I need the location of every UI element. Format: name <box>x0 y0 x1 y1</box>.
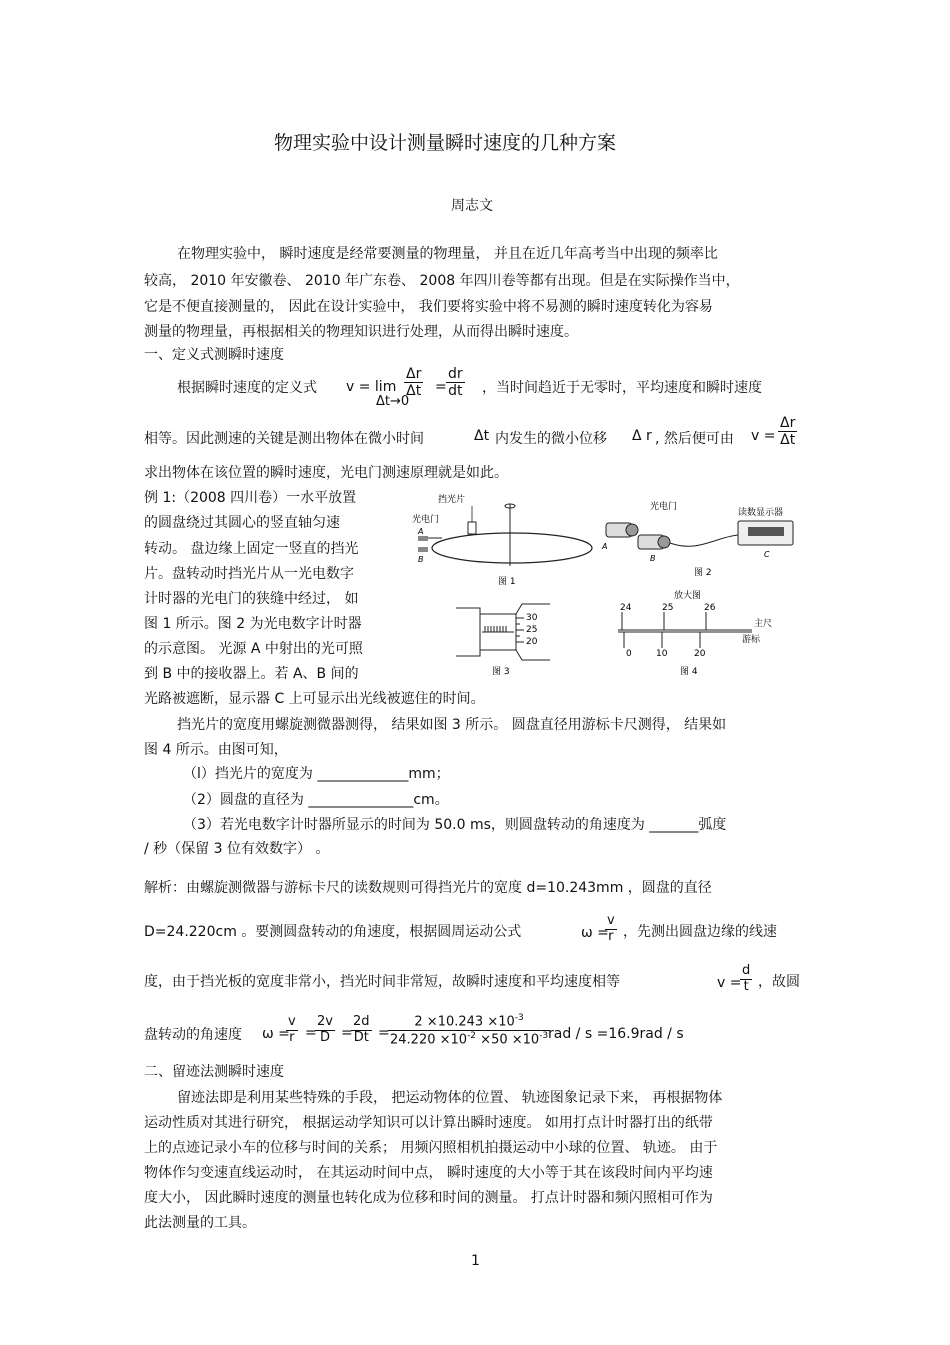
solution-frac-numeric: $\frac{2 \times 10.243 \times 10^{-3}}{24.220 \times 10^{-2} \times 50 \times 10^{-3}}$ <box>390 1013 549 1048</box>
author: 周志文 <box>451 198 493 214</box>
fig3-caption: 图 3 <box>492 667 510 677</box>
question-3-line-1: （3）若光电数字计时器所显示的时间为 50.0 ms，则圆盘转动的角速度为 _______弧度 <box>183 817 727 833</box>
fig3-tick-30: 30 <box>526 613 538 623</box>
example-line-1: 例 1:（2008 四川卷）一水平放置 <box>144 490 357 506</box>
example-line-5: 计时器的光电门的狭缝中经过， 如 <box>144 591 359 607</box>
solution-eq-3: = <box>378 1025 390 1041</box>
question-2: （2）圆盘的直径为 _______________cm。 <box>183 792 449 808</box>
para3-line-6: 此法测量的工具。 <box>144 1215 256 1231</box>
formula-fraction-1: $\frac{\Delta r}{\Delta t}$ <box>406 366 422 400</box>
figure-1 <box>412 492 597 588</box>
text-line-a-mid: 内发生的微小位移 <box>495 431 607 447</box>
fig4-vernier-label: 游标 <box>742 635 761 645</box>
fig2-c-label: C <box>764 550 770 559</box>
fig1-baffle-label: 挡光片 <box>438 495 466 505</box>
page-number: 1 <box>471 1253 480 1269</box>
question-1: （l）挡光片的宽度为 _____________mm； <box>183 766 450 782</box>
text-line-a: 相等。因此测速的关键是测出物体在微小时间 <box>144 431 424 447</box>
fig2-b-label: B <box>650 554 656 563</box>
solution-omega-2: ω = <box>262 1026 290 1042</box>
solution-v-fraction: $\frac{d}{t}$ <box>742 963 751 994</box>
fig4-zoom-label: 放大图 <box>674 591 702 601</box>
text-line-a-v: v = <box>751 428 776 444</box>
section-heading-2: 二、留迹法测瞬时速度 <box>144 1064 284 1080</box>
solution-frac-v-r: $\frac{v}{r}$ <box>288 1014 296 1045</box>
fig1-b-label: B <box>418 555 424 564</box>
fig4-vtick-20: 20 <box>694 649 706 659</box>
fig2-caption: 图 2 <box>694 568 712 578</box>
fig4-vtick-10: 10 <box>656 649 668 659</box>
intro-line-2: 较高， 2010 年安徽卷、 2010 年广东卷、 2008 年四川卷等都有出现。但是在实际操作当中， <box>144 273 740 289</box>
example-line-8: 到 B 中的接收器上。若 A、B 间的 <box>144 666 359 682</box>
fig4-tick-25: 25 <box>662 603 674 613</box>
formula-lim: v = lim <box>346 379 397 395</box>
intro-line-3: 它是不便直接测量的， 因此在设计实验中， 我们要将实验中将不易测的瞬时速度转化为容易 <box>144 299 713 315</box>
solution-frac-2v-d: $\frac{2v}{D}$ <box>317 1014 333 1045</box>
formula-lim-sub: Δt→0 <box>376 394 410 409</box>
formula-fraction-2: $\frac{dr}{dt}$ <box>448 366 463 400</box>
para3-line-2: 运动性质对其进行研究， 根据运动学知识可以计算出瞬时速度。 如用打点计时器打出的纸带 <box>144 1115 713 1131</box>
text-line-a-dr: Δ r <box>632 428 652 444</box>
example-line-2: 的圆盘绕过其圆心的竖直轴匀速 <box>144 515 340 531</box>
para2-line-2: 图 4 所示。由图可知， <box>144 742 288 758</box>
fig1-caption: 图 1 <box>498 577 516 587</box>
para3-line-3: 上的点迹记录小车的位移与时间的关系； 用频闪照相机拍摄运动中小球的位置、 轨迹。 由于 <box>144 1140 718 1156</box>
example-line-6: 图 1 所示。图 2 为光电数字计时器 <box>144 616 362 632</box>
para3-line-1: 留迹法即是利用某些特殊的手段， 把运动物体的位置、 轨迹图象记录下来， 再根据物体 <box>177 1090 723 1106</box>
text-line-a-fraction: $\frac{\Delta r}{\Delta t}$ <box>780 415 796 449</box>
question-3-line-2: / 秒（保留 3 位有效数字） 。 <box>144 841 330 857</box>
solution-line-1: 解析：由螺旋测微器与游标卡尺的读数规则可得挡光片的宽度 d=10.243mm ，圆盘的直径 <box>144 880 712 896</box>
solution-v: v = <box>717 975 742 991</box>
fig4-caption: 图 4 <box>680 667 698 677</box>
figure-4 <box>610 588 795 680</box>
definition-text: 根据瞬时速度的定义式 <box>177 380 317 396</box>
para3-line-5: 度大小， 因此瞬时速度的测量也转化成为位移和时间的测量。 打点计时器和频闪照相可作为 <box>144 1190 713 1206</box>
fig3-tick-20: 20 <box>526 637 538 647</box>
figure-2 <box>598 497 803 582</box>
intro-line-4: 测量的物理量，再根据相关的物理知识进行处理，从而得出瞬时速度。 <box>144 324 578 340</box>
fig2-display-label: 读数显示器 <box>738 508 784 518</box>
solution-omega: ω = <box>581 925 609 941</box>
solution-eq-1: = <box>305 1025 317 1041</box>
solution-line-3: 度，由于挡光板的宽度非常小，挡光时间非常短，故瞬时速度和平均速度相等 <box>144 974 620 990</box>
fig4-vtick-0: 0 <box>626 649 632 659</box>
fig2-a-label: A <box>602 542 608 551</box>
fig1-a-label: A <box>418 527 424 536</box>
solution-line-2: D=24.220cm 。要测圆盘转动的角速度，根据圆周运动公式 <box>144 924 522 940</box>
fig2-gate-label: 光电门 <box>650 502 678 512</box>
text-line-a-end: , 然后便可由 <box>655 431 734 447</box>
text-line-a-dt: Δt <box>474 428 490 444</box>
formula-equals: = <box>435 379 447 395</box>
solution-omega-fraction: $\frac{v}{r}$ <box>607 913 615 944</box>
intro-line-1: 在物理实验中， 瞬时速度是经常要测量的物理量， 并且在近几年高考当中出现的频率比 <box>177 246 718 262</box>
example-line-3: 转动。 盘边缘上固定一竖直的挡光 <box>144 541 359 557</box>
figure-3 <box>452 600 572 680</box>
fig3-tick-25: 25 <box>526 625 538 635</box>
para3-line-4: 物体作匀变速直线运动时， 在其运动时间中点， 瞬时速度的大小等于其在该段时间内平均速 <box>144 1165 713 1181</box>
example-line-7: 的示意图。 光源 A 中射出的光可照 <box>144 641 363 657</box>
solution-eq-2: = <box>341 1025 353 1041</box>
page-title: 物理实验中设计测量瞬时速度的几种方案 <box>274 132 617 154</box>
para2-line-1: 挡光片的宽度用螺旋测微器测得， 结果如图 3 所示。 圆盘直径用游标卡尺测得， 结果如 <box>177 717 727 733</box>
solution-line-3-post: ，故圆 <box>758 974 800 990</box>
solution-frac-2d-dt: $\frac{2d}{Dt}$ <box>353 1014 370 1045</box>
definition-post: ，当时间趋近于无零时，平均速度和瞬时速度 <box>482 380 762 396</box>
example-line-4: 片。盘转动时挡光片从一光电数字 <box>144 566 354 582</box>
fig4-main-label: 主尺 <box>754 619 773 629</box>
example-line-9: 光路被遮断，显示器 C 上可显示出光线被遮住的时间。 <box>144 691 485 707</box>
fig1-gate-label: 光电门 <box>412 515 440 525</box>
text-line-b: 求出物体在该位置的瞬时速度，光电门测速原理就是如此。 <box>144 465 508 481</box>
fig4-tick-24: 24 <box>620 603 632 613</box>
solution-line-2-post: ，先测出圆盘边缘的线速 <box>623 924 777 940</box>
solution-result: rad / s =16.9rad / s <box>548 1026 684 1042</box>
section-heading-1: 一、定义式测瞬时速度 <box>144 347 284 363</box>
fig4-tick-26: 26 <box>704 603 716 613</box>
solution-line-4: 盘转动的角速度 <box>144 1027 242 1043</box>
